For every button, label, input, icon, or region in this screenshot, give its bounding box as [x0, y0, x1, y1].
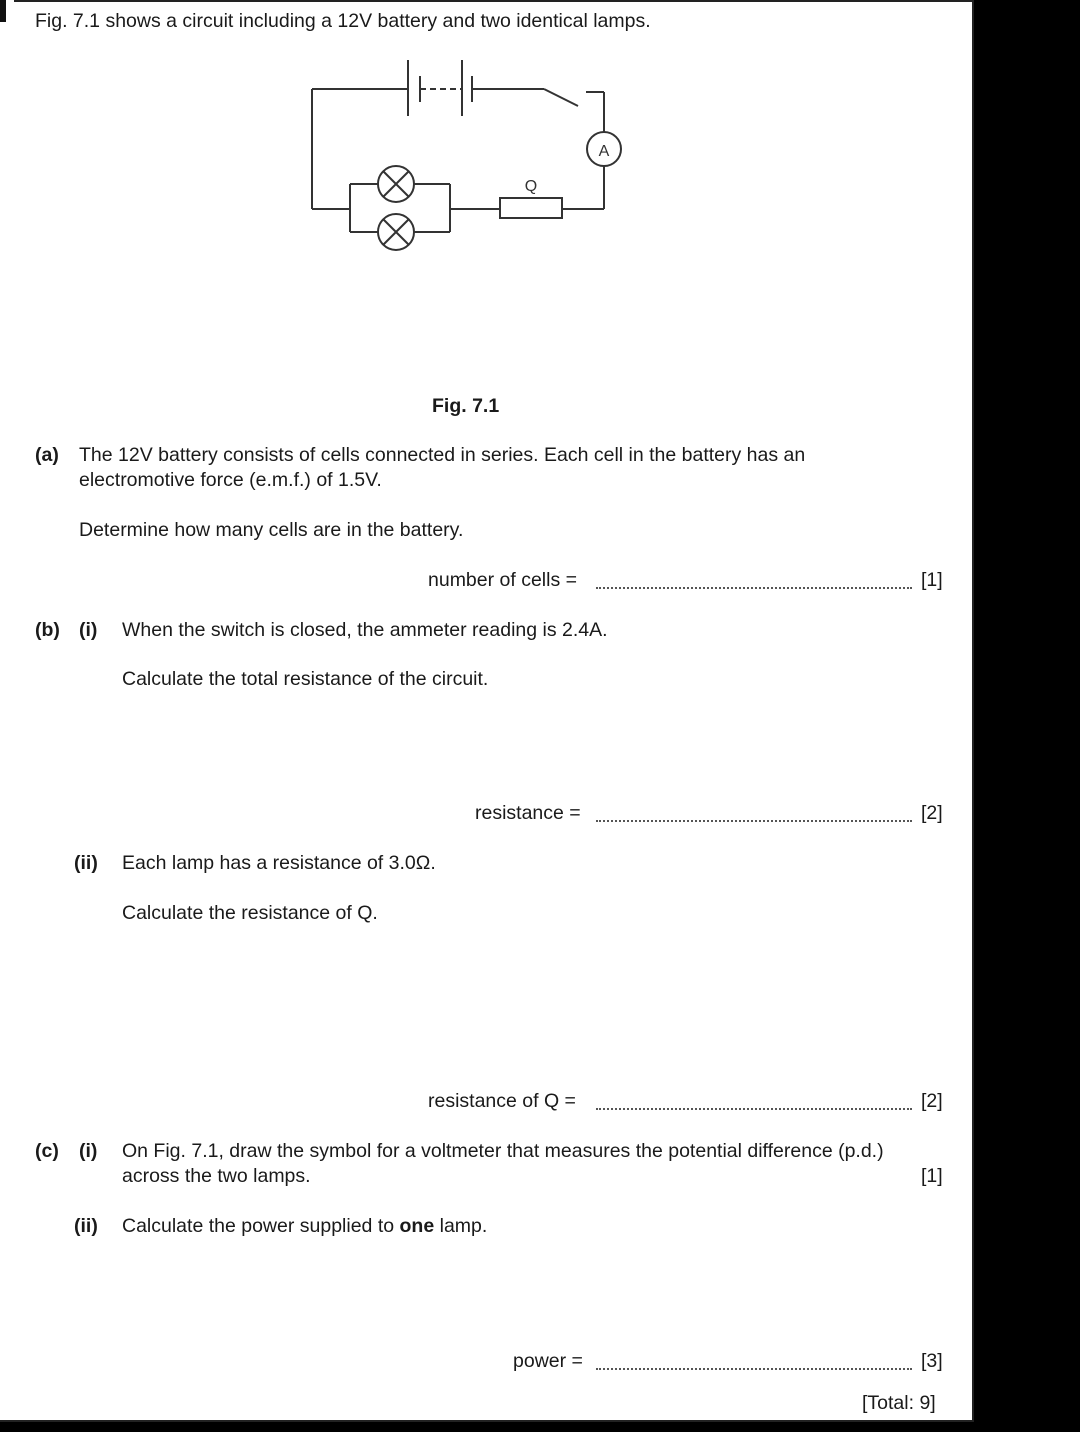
part-c-ii-marks: [3] — [921, 1350, 943, 1372]
part-a-task: Determine how many cells are in the battery. — [79, 519, 464, 541]
part-c-ii-text-before: Calculate the power supplied to — [122, 1215, 400, 1237]
part-c-ii-answer-line[interactable] — [596, 1368, 912, 1370]
page-top-border — [14, 0, 972, 2]
part-b-ii-answer-line[interactable] — [596, 1108, 912, 1110]
part-b-ii-label: (ii) — [74, 852, 98, 874]
part-c-i-marks: [1] — [921, 1165, 943, 1187]
circuit-diagram — [300, 52, 640, 262]
intro-text: Fig. 7.1 shows a circuit including a 12V battery and two identical lamps. — [35, 10, 651, 32]
part-c-ii-answer-label: power = — [513, 1350, 583, 1372]
part-b-i-task: Calculate the total resistance of the circuit. — [122, 668, 489, 690]
part-c-ii-text — [122, 1214, 487, 1238]
resistor-q-label: Q — [524, 178, 538, 195]
part-b-i-answer-label: resistance = — [475, 802, 581, 824]
part-b-label: (b) — [35, 619, 60, 641]
page-corner-mark — [0, 0, 6, 22]
part-a-text-line1: The 12V battery consists of cells connected in series. Each cell in the battery has an — [79, 444, 806, 466]
total-marks: [Total: 9] — [862, 1392, 936, 1414]
part-a-text-line2: electromotive force (e.m.f.) of 1.5V. — [79, 469, 382, 491]
ammeter-label: A — [598, 143, 610, 160]
part-c-ii-text-after: lamp. — [434, 1215, 488, 1237]
resistor-q-symbol — [500, 198, 562, 218]
part-b-i-text: When the switch is closed, the ammeter reading is 2.4A. — [122, 619, 608, 641]
part-c-label: (c) — [35, 1140, 59, 1162]
part-c-ii-label: (ii) — [74, 1215, 98, 1237]
part-a-answer-label: number of cells = — [428, 569, 578, 591]
part-b-i-label: (i) — [79, 619, 98, 641]
part-b-ii-text: Each lamp has a resistance of 3.0Ω. — [122, 852, 436, 874]
switch-lever — [544, 89, 578, 106]
part-c-i-text-line1: On Fig. 7.1, draw the symbol for a voltmeter that measures the potential difference (p.d.) — [122, 1140, 884, 1162]
part-b-ii-answer-label: resistance of Q = — [428, 1090, 576, 1112]
part-b-ii-marks: [2] — [921, 1090, 943, 1112]
part-c-i-label: (i) — [79, 1140, 98, 1162]
part-b-i-answer-line[interactable] — [596, 820, 912, 822]
part-b-i-marks: [2] — [921, 802, 943, 824]
part-a-marks: [1] — [921, 569, 943, 591]
part-b-ii-task: Calculate the resistance of Q. — [122, 902, 378, 924]
part-a-answer-line[interactable] — [596, 587, 912, 589]
figure-caption: Fig. 7.1 — [432, 395, 500, 417]
part-c-i-text-line2: across the two lamps. — [122, 1165, 311, 1187]
part-c-ii-text-bold: one — [399, 1215, 435, 1237]
part-a-label: (a) — [35, 444, 59, 466]
